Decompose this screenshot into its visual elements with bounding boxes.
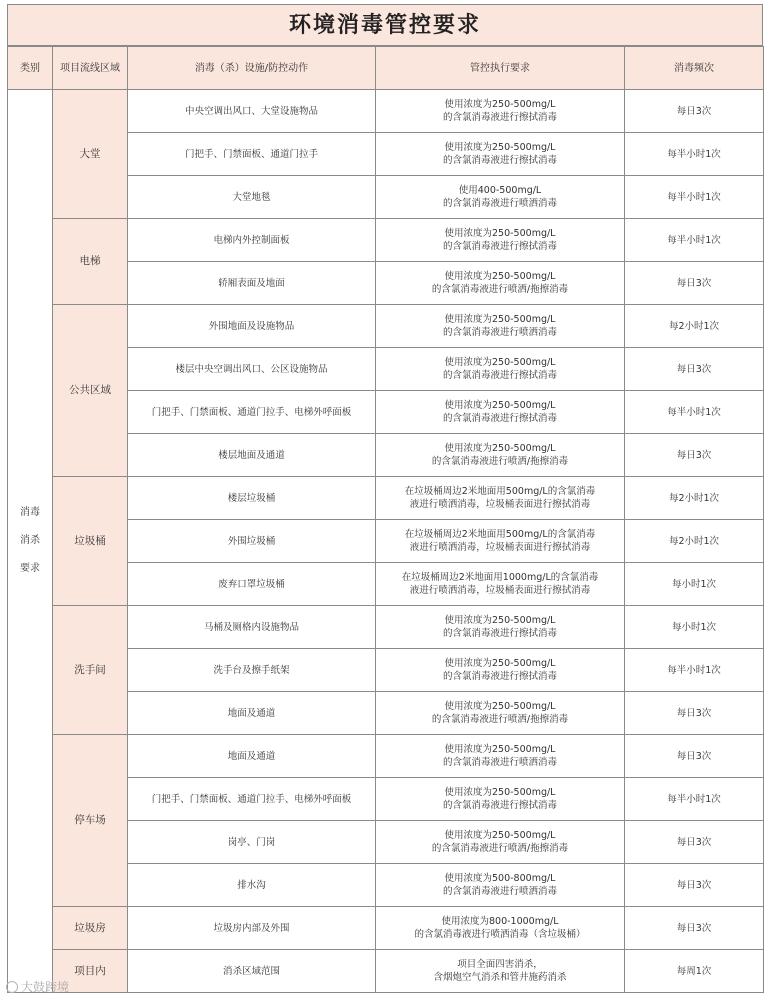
table-row — [8, 90, 764, 133]
category-line: 要求 — [20, 563, 40, 574]
requirement-line: 使用浓度为250-500mg/L — [444, 744, 556, 755]
frequency-cell: 每日3次 — [625, 90, 764, 133]
requirement-line: 使用浓度为250-500mg/L — [444, 228, 556, 239]
requirement-line: 使用浓度为250-500mg/L — [444, 142, 556, 153]
area-cell: 洗手间 — [53, 606, 128, 735]
frequency-cell: 每半小时1次 — [625, 176, 764, 219]
requirement-line: 使用浓度为250-500mg/L — [444, 658, 556, 669]
disinfection-table — [7, 46, 764, 993]
frequency-cell: 每日3次 — [625, 262, 764, 305]
area-cell: 电梯 — [53, 219, 128, 305]
facility-cell: 电梯内外控制面板 — [128, 219, 376, 262]
frequency-cell: 每日3次 — [625, 735, 764, 778]
facility-cell: 马桶及厕格内设施物品 — [128, 606, 376, 649]
category-line: 消毒 — [20, 507, 40, 518]
header-category: 类别 — [8, 47, 53, 90]
requirement-line: 的含氯消毒液进行擦拭消毒 — [442, 671, 557, 682]
frequency-cell: 每日3次 — [625, 864, 764, 907]
frequency-cell: 每小时1次 — [625, 606, 764, 649]
requirement-cell — [376, 606, 625, 649]
requirement-line: 的含氯消毒液进行喷洒消毒 — [442, 757, 557, 768]
requirement-line: 的含氯消毒液进行擦拭消毒 — [442, 370, 557, 381]
requirement-line: 使用浓度为250-500mg/L — [444, 99, 556, 110]
frequency-cell: 每2小时1次 — [625, 520, 764, 563]
frequency-cell: 每半小时1次 — [625, 391, 764, 434]
requirement-cell — [376, 520, 625, 563]
requirement-line: 使用浓度为250-500mg/L — [444, 787, 556, 798]
requirement-line: 使用浓度为250-500mg/L — [444, 830, 556, 841]
requirement-line: 的含氯消毒液进行喷洒消毒 — [442, 886, 557, 897]
facility-cell: 楼层地面及通道 — [128, 434, 376, 477]
area-cell: 停车场 — [53, 735, 128, 907]
header-requirement: 管控执行要求 — [376, 47, 625, 90]
facility-cell: 垃圾房内部及外围 — [128, 907, 376, 950]
facility-cell: 岗亭、门岗 — [128, 821, 376, 864]
frequency-cell: 每日3次 — [625, 434, 764, 477]
frequency-cell: 每半小时1次 — [625, 219, 764, 262]
facility-cell: 门把手、门禁面板、通道门拉手 — [128, 133, 376, 176]
facility-cell: 地面及通道 — [128, 692, 376, 735]
requirement-line: 的含氯消毒液进行喷洒消毒（含垃圾桶） — [414, 929, 586, 940]
frequency-cell: 每周1次 — [625, 950, 764, 993]
requirement-cell — [376, 305, 625, 348]
requirement-line: 使用浓度为250-500mg/L — [444, 314, 556, 325]
facility-cell: 排水沟 — [128, 864, 376, 907]
requirement-cell — [376, 778, 625, 821]
facility-cell: 门把手、门禁面板、通道门拉手、电梯外呼面板 — [128, 778, 376, 821]
table-body — [8, 90, 764, 993]
requirement-line: 的含氯消毒液进行擦拭消毒 — [442, 800, 557, 811]
requirement-line: 使用浓度为250-500mg/L — [444, 701, 556, 712]
requirement-cell — [376, 735, 625, 778]
frequency-cell: 每日3次 — [625, 692, 764, 735]
requirement-cell — [376, 563, 625, 606]
header-row — [8, 47, 764, 90]
facility-cell: 轿厢表面及地面 — [128, 262, 376, 305]
facility-cell: 外围垃圾桶 — [128, 520, 376, 563]
requirement-line: 使用浓度为250-500mg/L — [444, 271, 556, 282]
requirement-line: 的含氯消毒液进行喷洒/拖擦消毒 — [431, 456, 569, 467]
facility-cell: 洗手台及擦手纸架 — [128, 649, 376, 692]
requirement-cell — [376, 907, 625, 950]
table-row — [8, 477, 764, 520]
facility-cell: 中央空调出风口、大堂设施物品 — [128, 90, 376, 133]
area-cell: 项目内 — [53, 950, 128, 993]
requirement-line: 在垃圾桶周边2米地面用500mg/L的含氯消毒 — [404, 529, 596, 540]
requirement-line: 的含氯消毒液进行喷洒消毒 — [442, 327, 557, 338]
requirement-line: 的含氯消毒液进行喷洒/拖擦消毒 — [431, 714, 569, 725]
facility-cell: 楼层垃圾桶 — [128, 477, 376, 520]
watermark — [6, 978, 69, 995]
requirement-line: 使用浓度为250-500mg/L — [444, 615, 556, 626]
frequency-cell: 每日3次 — [625, 907, 764, 950]
requirement-line: 的含氯消毒液进行擦拭消毒 — [442, 628, 557, 639]
category-line: 消杀 — [20, 535, 40, 546]
frequency-cell: 每日3次 — [625, 821, 764, 864]
requirement-line: 使用浓度为250-500mg/L — [444, 400, 556, 411]
facility-cell: 大堂地毯 — [128, 176, 376, 219]
table-row — [8, 219, 764, 262]
requirement-cell — [376, 90, 625, 133]
area-cell: 公共区域 — [53, 305, 128, 477]
requirement-line: 项目全面四害消杀， — [457, 959, 543, 970]
requirement-line: 的含氯消毒液进行喷洒/拖擦消毒 — [431, 284, 569, 295]
requirement-cell — [376, 950, 625, 993]
requirement-cell — [376, 692, 625, 735]
document — [7, 4, 763, 993]
frequency-cell: 每2小时1次 — [625, 305, 764, 348]
facility-cell: 外围地面及设施物品 — [128, 305, 376, 348]
frequency-cell: 每小时1次 — [625, 563, 764, 606]
table-row — [8, 907, 764, 950]
requirement-cell — [376, 649, 625, 692]
frequency-cell: 每半小时1次 — [625, 778, 764, 821]
requirement-cell — [376, 477, 625, 520]
requirement-line: 液进行喷洒消毒，垃圾桶表面进行擦拭消毒 — [409, 499, 591, 510]
frequency-cell: 每半小时1次 — [625, 133, 764, 176]
requirement-line: 的含氯消毒液进行喷洒消毒 — [442, 198, 557, 209]
requirement-line: 的含氯消毒液进行擦拭消毒 — [442, 155, 557, 166]
requirement-line: 使用浓度为250-500mg/L — [444, 443, 556, 454]
frequency-cell: 每日3次 — [625, 348, 764, 391]
area-cell: 垃圾桶 — [53, 477, 128, 606]
table-row — [8, 305, 764, 348]
requirement-cell — [376, 864, 625, 907]
requirement-cell — [376, 133, 625, 176]
header-frequency: 消毒频次 — [625, 47, 764, 90]
requirement-line: 的含氯消毒液进行喷洒/拖擦消毒 — [431, 843, 569, 854]
category-cell — [8, 90, 53, 993]
table-row — [8, 735, 764, 778]
requirement-line: 的含氯消毒液进行擦拭消毒 — [442, 112, 557, 123]
requirement-cell — [376, 262, 625, 305]
requirement-line: 的含氯消毒液进行擦拭消毒 — [442, 413, 557, 424]
requirement-cell — [376, 348, 625, 391]
frequency-cell: 每半小时1次 — [625, 649, 764, 692]
area-cell: 垃圾房 — [53, 907, 128, 950]
facility-cell: 废弃口罩垃圾桶 — [128, 563, 376, 606]
requirement-cell — [376, 821, 625, 864]
requirement-cell — [376, 176, 625, 219]
facility-cell: 楼层中央空调出风口、公区设施物品 — [128, 348, 376, 391]
requirement-line: 使用浓度为500-800mg/L — [444, 873, 556, 884]
requirement-cell — [376, 434, 625, 477]
requirement-line: 含烟炮空气消杀和管井施药消杀 — [433, 972, 567, 983]
requirement-line: 在垃圾桶周边2米地面用500mg/L的含氯消毒 — [404, 486, 596, 497]
requirement-line: 的含氯消毒液进行擦拭消毒 — [442, 241, 557, 252]
area-cell: 大堂 — [53, 90, 128, 219]
requirement-line: 液进行喷洒消毒，垃圾桶表面进行擦拭消毒 — [409, 542, 591, 553]
facility-cell: 消杀区域范围 — [128, 950, 376, 993]
table-row — [8, 606, 764, 649]
requirement-cell — [376, 391, 625, 434]
facility-cell: 地面及通道 — [128, 735, 376, 778]
requirement-line: 在垃圾桶周边2米地面用1000mg/L的含氯消毒 — [401, 572, 599, 583]
requirement-line: 使用400-500mg/L — [458, 185, 542, 196]
header-area: 项目流线区域 — [53, 47, 128, 90]
frequency-cell: 每2小时1次 — [625, 477, 764, 520]
header-facility: 消毒（杀）设施/防控动作 — [128, 47, 376, 90]
requirement-line: 使用浓度为250-500mg/L — [444, 357, 556, 368]
page-title: 环境消毒管控要求 — [7, 4, 763, 46]
requirement-line: 使用浓度为800-1000mg/L — [441, 916, 559, 927]
facility-cell: 门把手、门禁面板、通道门拉手、电梯外呼面板 — [128, 391, 376, 434]
requirement-line: 液进行喷洒消毒，垃圾桶表面进行擦拭消毒 — [409, 585, 591, 596]
table-row — [8, 950, 764, 993]
watermark-logo-icon — [6, 981, 18, 993]
requirement-cell — [376, 219, 625, 262]
watermark-text: 大鼓跨境 — [21, 980, 70, 994]
